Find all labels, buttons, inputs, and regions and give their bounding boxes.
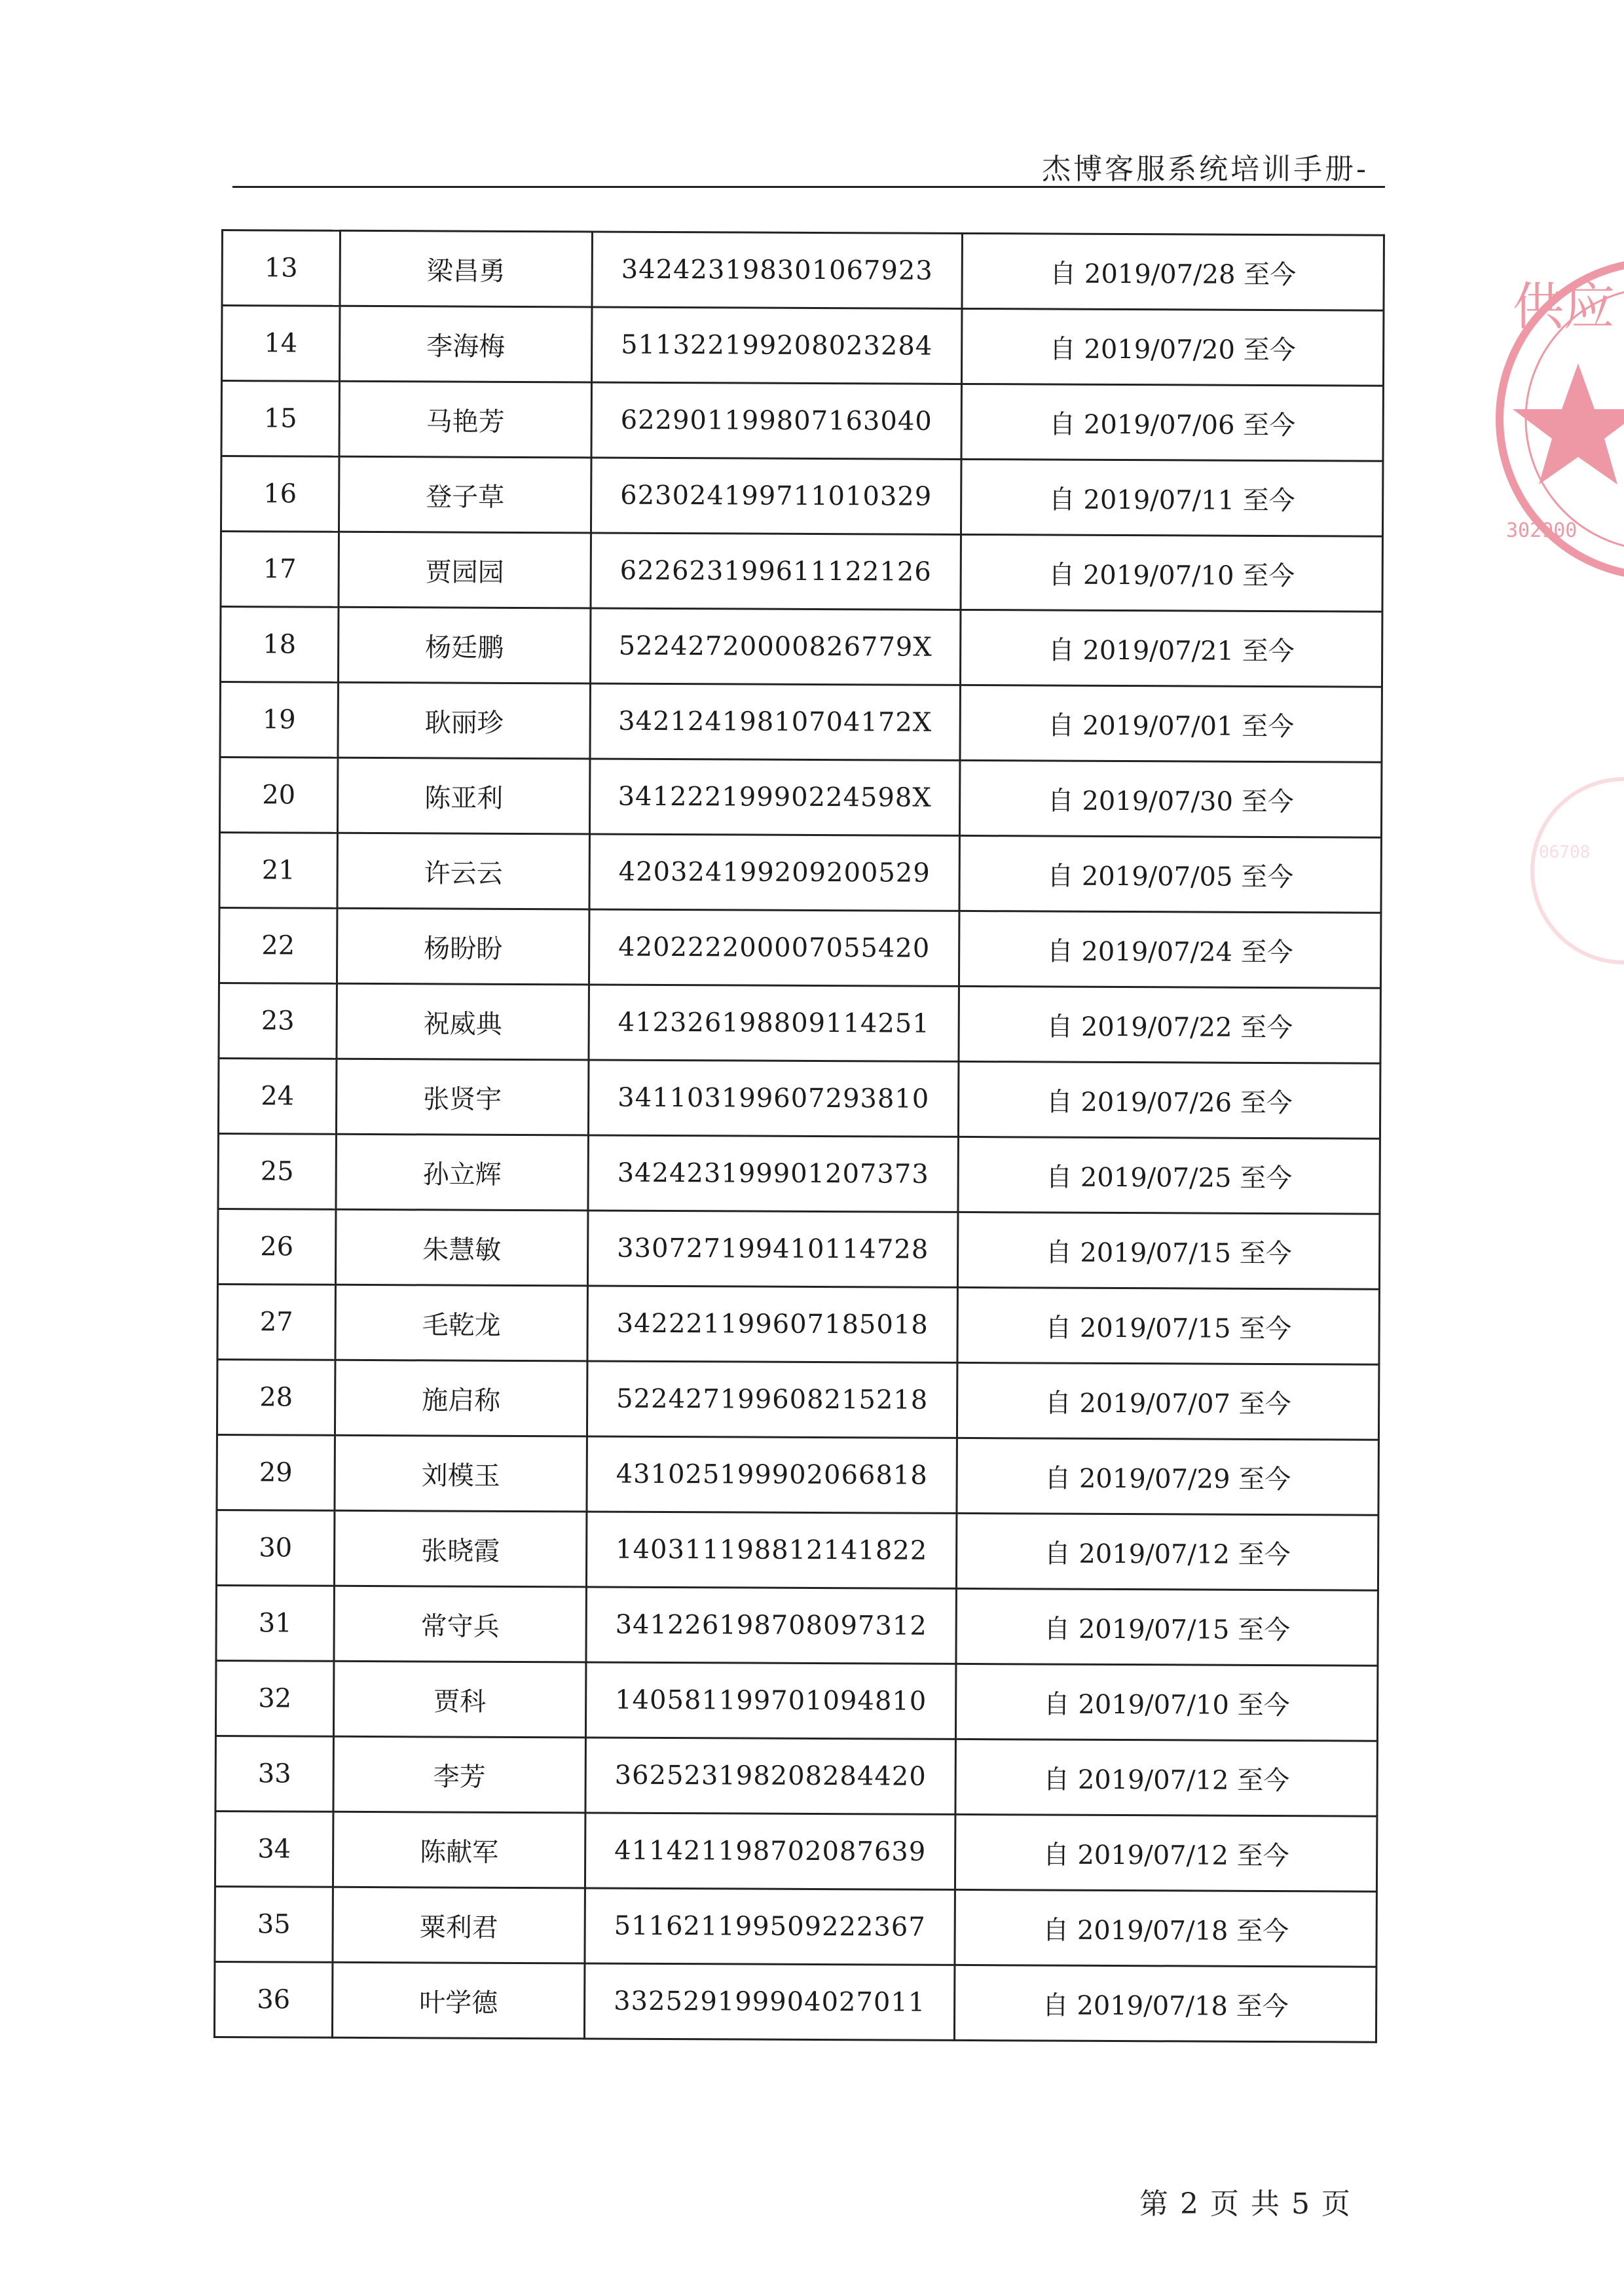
id-number: 511621199509222367 xyxy=(585,1888,955,1965)
row-number: 23 xyxy=(219,983,337,1059)
employee-name: 梁昌勇 xyxy=(340,230,592,307)
id-number: 341103199607293810 xyxy=(588,1060,958,1137)
table-row xyxy=(217,1359,1378,1440)
table-row xyxy=(219,907,1380,988)
id-number: 511322199208023284 xyxy=(591,307,961,384)
row-number: 19 xyxy=(220,682,339,758)
employment-period: 自 2019/07/29 至今 xyxy=(957,1438,1378,1515)
id-number: 622623199611122126 xyxy=(591,533,961,610)
table-row xyxy=(221,306,1383,386)
id-number: 330727199410114728 xyxy=(587,1211,957,1287)
id-number: 412326198809114251 xyxy=(589,985,959,1061)
row-number: 30 xyxy=(216,1510,335,1586)
id-number: 622901199807163040 xyxy=(591,382,961,459)
employee-name: 刘模玉 xyxy=(335,1435,587,1512)
employee-name: 陈亚利 xyxy=(337,757,589,834)
employment-period: 自 2019/07/12 至今 xyxy=(955,1814,1376,1891)
table-row xyxy=(215,1736,1377,1816)
table-row xyxy=(216,1510,1378,1590)
row-number: 28 xyxy=(217,1359,335,1435)
row-number: 20 xyxy=(219,757,338,833)
employment-period: 自 2019/07/18 至今 xyxy=(954,1965,1376,2042)
row-number: 21 xyxy=(219,832,338,908)
id-number: 341226198708097312 xyxy=(586,1587,956,1664)
staff-table-body xyxy=(214,230,1384,2043)
table-row xyxy=(217,1284,1379,1364)
employee-name: 常守兵 xyxy=(334,1586,586,1662)
id-number: 431025199902066818 xyxy=(587,1436,957,1513)
employment-period: 自 2019/07/12 至今 xyxy=(956,1513,1378,1590)
employee-name: 李海梅 xyxy=(339,306,591,382)
id-number: 52242720000826779X xyxy=(590,608,960,685)
employee-name: 马艳芳 xyxy=(339,381,591,458)
id-number: 420324199209200529 xyxy=(589,834,959,911)
table-row xyxy=(221,456,1382,537)
employment-period: 自 2019/07/21 至今 xyxy=(960,610,1382,687)
employment-period: 自 2019/07/18 至今 xyxy=(955,1889,1376,1967)
table-row xyxy=(220,682,1382,763)
row-number: 27 xyxy=(217,1284,336,1360)
employment-period: 自 2019/07/07 至今 xyxy=(957,1362,1378,1440)
id-number: 362523198208284420 xyxy=(585,1738,955,1814)
row-number: 14 xyxy=(221,306,340,382)
employment-period: 自 2019/07/10 至今 xyxy=(961,534,1382,611)
table-row xyxy=(219,832,1381,913)
header-title: 杰博客服系统培训手册- xyxy=(1042,153,1369,186)
id-number: 342221199607185018 xyxy=(587,1286,957,1362)
employee-name: 孙立辉 xyxy=(336,1134,588,1211)
employment-period: 自 2019/07/06 至今 xyxy=(961,384,1383,461)
staff-table xyxy=(213,229,1385,2043)
employment-period: 自 2019/07/01 至今 xyxy=(960,685,1382,762)
table-row xyxy=(216,1585,1378,1666)
id-number: 332529199904027011 xyxy=(584,1963,954,2040)
row-number: 36 xyxy=(214,1961,333,2037)
employee-name: 耿丽珍 xyxy=(338,682,590,759)
row-number: 33 xyxy=(215,1736,334,1812)
faint-seal-number: 06708 xyxy=(1539,843,1591,862)
table-row xyxy=(215,1811,1376,1891)
id-number: 342423199901207373 xyxy=(588,1135,958,1212)
row-number: 25 xyxy=(218,1133,337,1209)
employee-name: 张贤宇 xyxy=(336,1059,588,1135)
row-number: 31 xyxy=(216,1585,335,1661)
employment-period: 自 2019/07/15 至今 xyxy=(957,1212,1379,1289)
employment-period: 自 2019/07/12 至今 xyxy=(955,1739,1377,1816)
table-row xyxy=(220,607,1382,687)
employment-period: 自 2019/07/26 至今 xyxy=(958,1061,1380,1139)
table-row xyxy=(219,983,1380,1063)
table-row xyxy=(221,532,1382,612)
row-number: 18 xyxy=(220,607,339,683)
employee-name: 陈献军 xyxy=(333,1812,585,1888)
table-row xyxy=(217,1209,1379,1289)
employee-name: 杨廷鹏 xyxy=(338,607,590,683)
employment-period: 自 2019/07/11 至今 xyxy=(961,459,1382,536)
seal-text: 供应 xyxy=(1513,278,1615,337)
row-number: 34 xyxy=(215,1811,333,1887)
id-number: 623024199711010329 xyxy=(591,458,961,534)
employment-period: 自 2019/07/25 至今 xyxy=(958,1137,1380,1214)
header-divider xyxy=(232,186,1385,188)
employment-period: 自 2019/07/15 至今 xyxy=(956,1588,1378,1666)
employee-name: 李芳 xyxy=(333,1736,585,1813)
row-number: 26 xyxy=(217,1209,336,1285)
employment-period: 自 2019/07/30 至今 xyxy=(959,760,1381,837)
id-number: 140581199701094810 xyxy=(585,1662,955,1739)
employee-name: 施启称 xyxy=(335,1360,587,1436)
employment-period: 自 2019/07/05 至今 xyxy=(959,835,1381,913)
id-number: 411421198702087639 xyxy=(585,1813,955,1889)
table-row xyxy=(215,1660,1377,1741)
row-number: 16 xyxy=(221,456,339,532)
employee-name: 贾科 xyxy=(333,1661,585,1738)
row-number: 32 xyxy=(215,1660,334,1736)
id-number: 34122219990224598X xyxy=(589,759,959,835)
table-row xyxy=(214,1961,1376,2042)
id-number: 342423198301067923 xyxy=(592,232,962,308)
row-number: 22 xyxy=(219,907,337,983)
seal-number: 302900 xyxy=(1506,519,1578,542)
employment-period: 自 2019/07/10 至今 xyxy=(955,1664,1377,1741)
id-number: 420222200007055420 xyxy=(589,909,959,986)
employee-name: 叶学德 xyxy=(332,1962,584,2039)
employment-period: 自 2019/07/15 至今 xyxy=(957,1287,1379,1364)
employee-name: 登子草 xyxy=(339,456,591,533)
row-number: 13 xyxy=(222,230,341,306)
employee-name: 朱慧敏 xyxy=(335,1209,587,1286)
table-row xyxy=(222,230,1384,311)
employee-name: 许云云 xyxy=(337,833,589,909)
row-number: 15 xyxy=(221,381,340,457)
row-number: 24 xyxy=(218,1058,337,1134)
employee-name: 贾园园 xyxy=(339,532,591,608)
id-number: 34212419810704172X xyxy=(590,683,960,760)
employee-name: 杨盼盼 xyxy=(337,908,589,985)
table-row xyxy=(218,1133,1380,1214)
row-number: 17 xyxy=(221,532,339,608)
employment-period: 自 2019/07/28 至今 xyxy=(962,233,1384,310)
employee-name: 毛乾龙 xyxy=(335,1285,587,1361)
page-number: 第 2 页 共 5 页 xyxy=(1139,2187,1352,2221)
faint-seal-icon xyxy=(1526,773,1624,969)
table-row xyxy=(215,1886,1376,1967)
employment-period: 自 2019/07/22 至今 xyxy=(959,986,1380,1063)
company-seal-icon xyxy=(1486,249,1624,589)
employment-period: 自 2019/07/20 至今 xyxy=(961,308,1383,386)
row-number: 35 xyxy=(215,1886,333,1962)
table-row xyxy=(217,1434,1378,1515)
employee-name: 祝威典 xyxy=(337,983,589,1060)
row-number: 29 xyxy=(217,1434,335,1510)
table-row xyxy=(221,381,1383,462)
id-number: 140311198812141822 xyxy=(586,1512,956,1588)
table-row xyxy=(219,757,1381,837)
id-number: 522427199608215218 xyxy=(587,1361,957,1438)
employment-period: 自 2019/07/24 至今 xyxy=(959,911,1380,988)
employee-name: 张晓霞 xyxy=(334,1510,586,1587)
table-row xyxy=(218,1058,1380,1139)
employee-name: 粟利君 xyxy=(333,1887,585,1963)
